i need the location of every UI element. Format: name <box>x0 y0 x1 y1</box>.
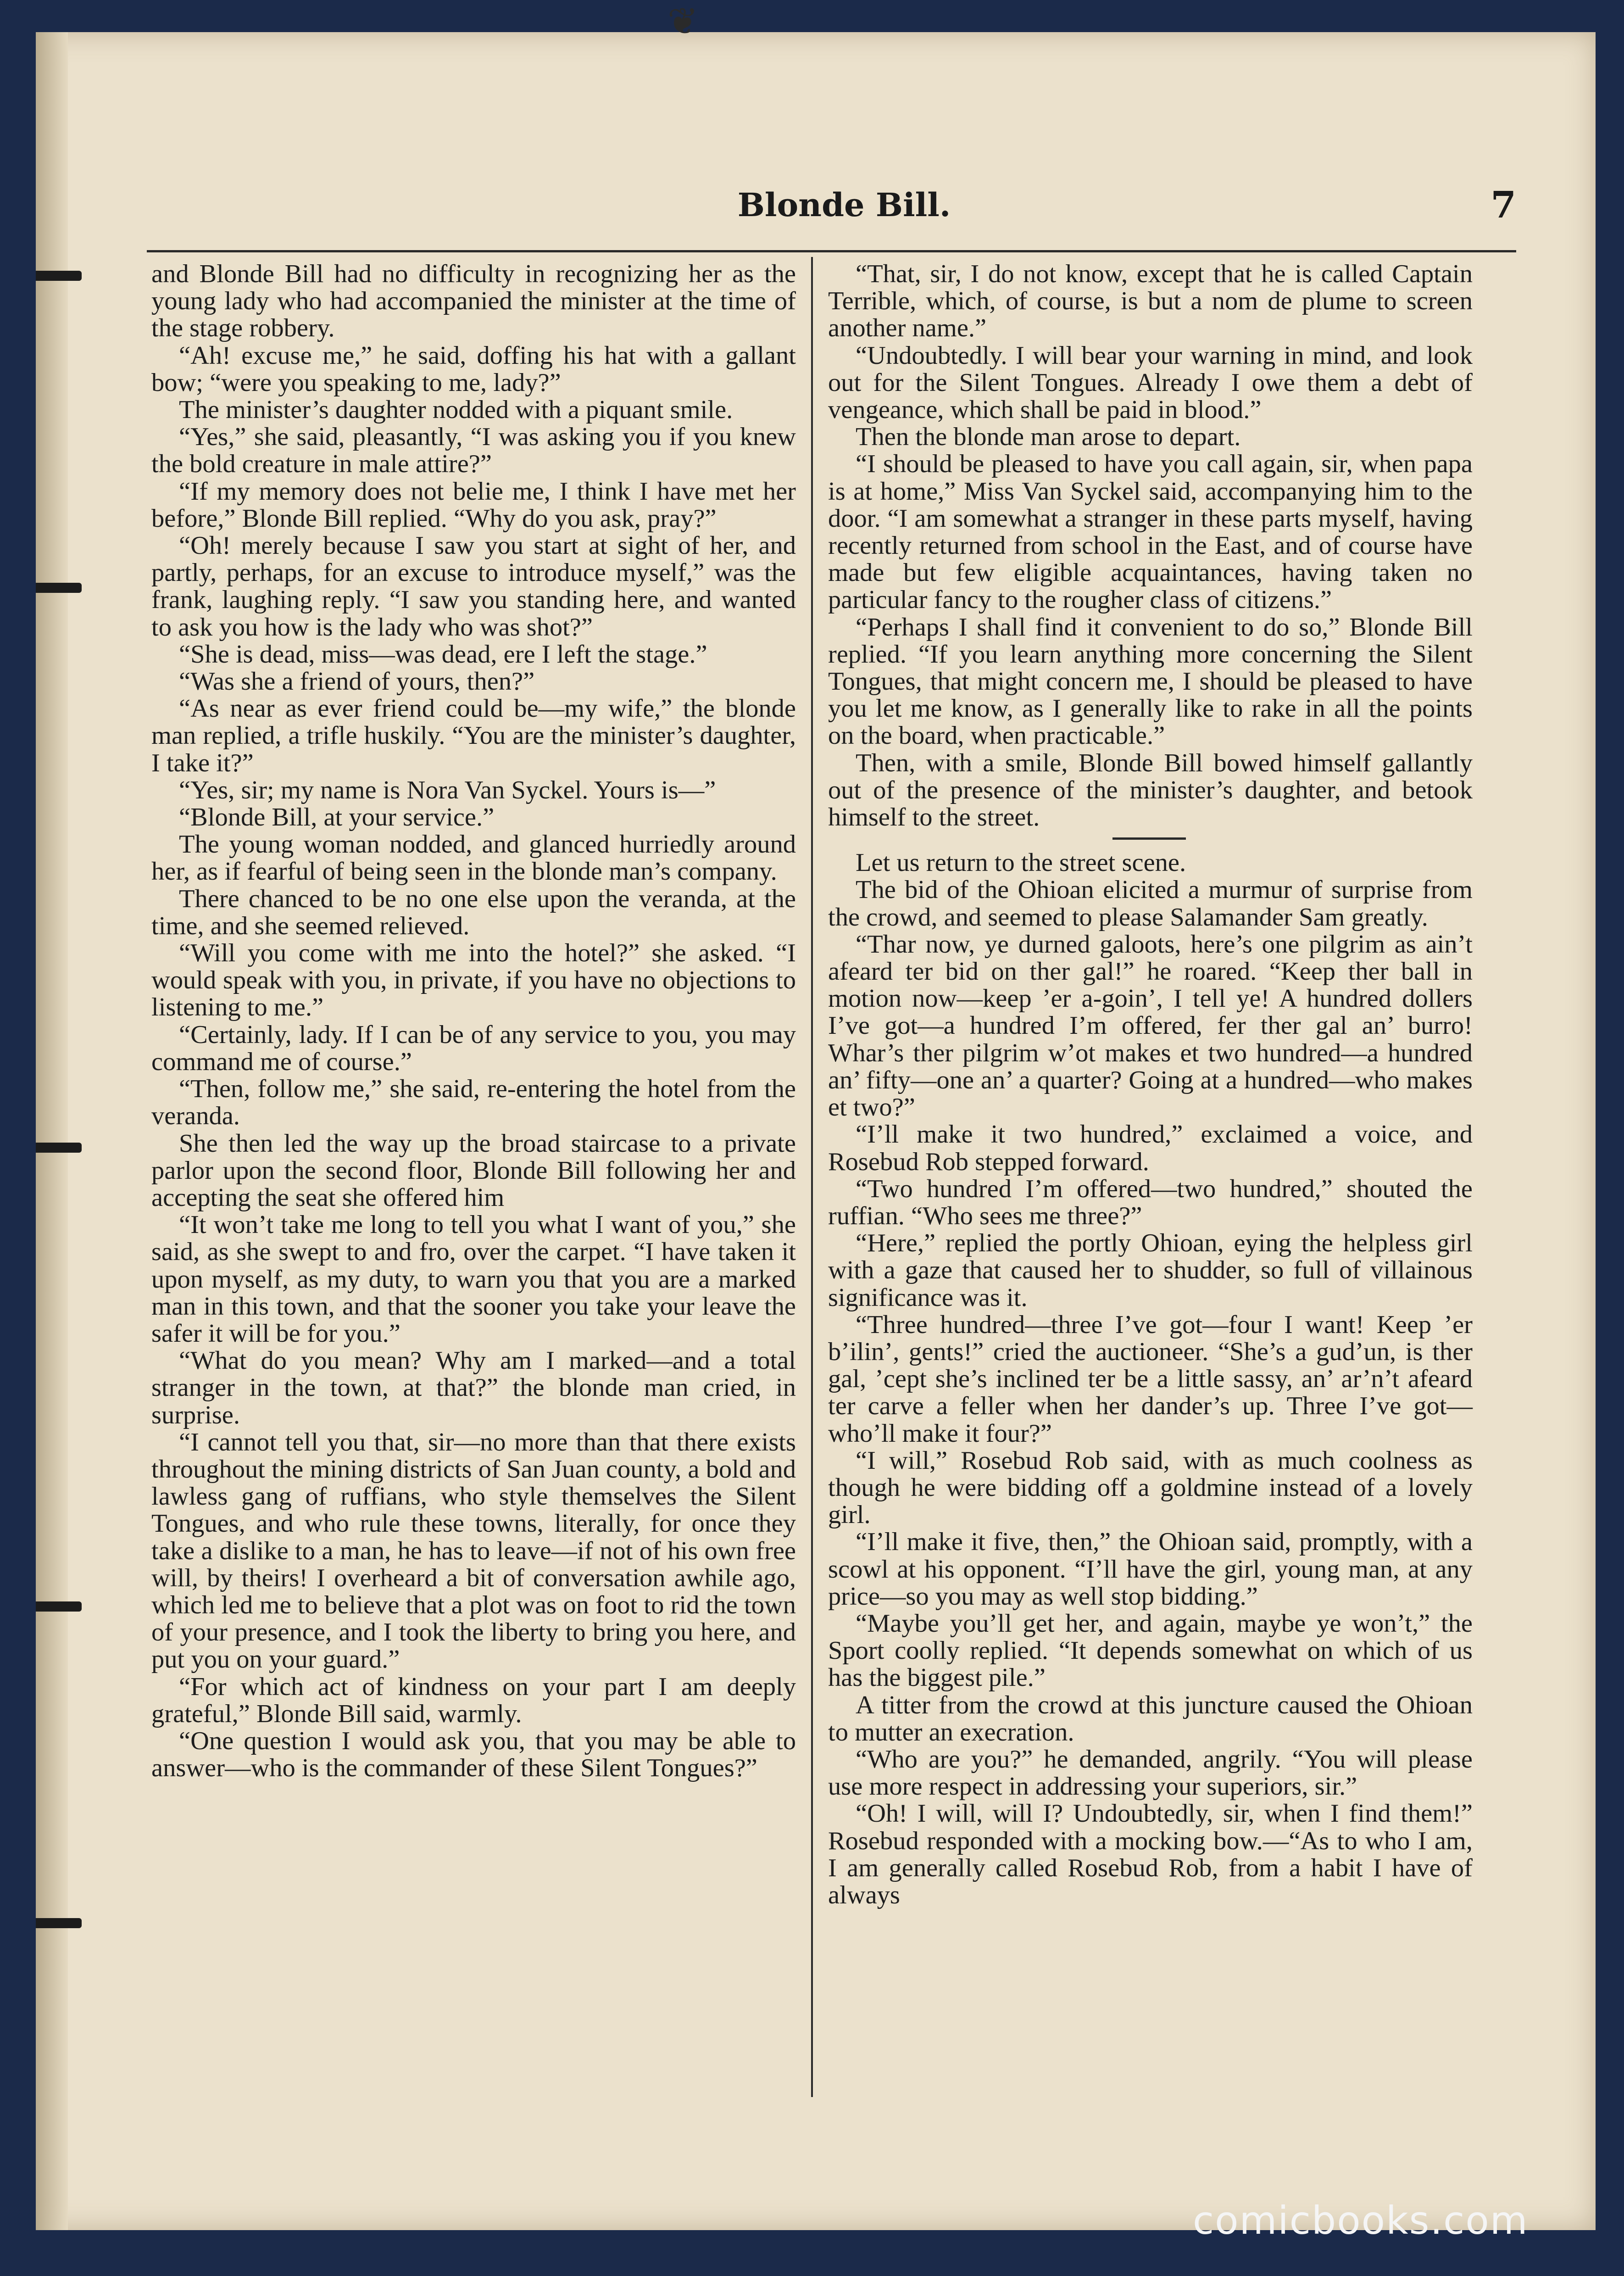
column-divider <box>811 257 813 2097</box>
paragraph: “Oh! merely because I saw you start at sight of her, and partly, perhaps, for an excuse to introduce myself,” was the frank, laughing reply. “I saw you standing here, and wanted to ask you how is the lady who was shot?” <box>151 531 796 642</box>
paragraph: “Who are you?” he demanded, angrily. “You will please use more respect in addressing your superiors, sir.” <box>828 1745 1473 1801</box>
binding-stitch <box>36 583 82 593</box>
header-rule <box>147 250 1516 252</box>
page-header <box>151 181 1521 236</box>
paragraph: The young woman nodded, and glanced hurriedly around her, as if fearful of being seen in the blonde man’s company. <box>151 830 796 886</box>
paragraph: “I cannot tell you that, sir—no more than that there exists throughout the mining districts of San Juan county, a bold and lawless gang of ruffians, who style themselves the Silent Tongues, and who rule these towns, literally, for once they take a dislike to a man, he has to leave—if not of his own free will, by theirs! I overheard a bit of conversation awhile ago, which led me to believe that a plot was on foot to rid the town of your presence, and I took the liberty to bring you here, and put you on your guard.” <box>151 1428 796 1674</box>
paragraph: “Here,” replied the portly Ohioan, eying the helpless girl with a gaze that caused her to shudder, so full of villainous significance was it. <box>828 1229 1473 1312</box>
paragraph: “Two hundred I’m offered—two hundred,” shouted the ruffian. “Who sees me three?” <box>828 1174 1473 1230</box>
paragraph: “Undoubtedly. I will bear your warning in mind, and look out for the Silent Tongues. Already I owe them a debt of vengeance, which shall be paid in blood.” <box>828 341 1473 424</box>
paragraph: and Blonde Bill had no difficulty in recognizing her as the young lady who had accompanied the minister at the time of the stage robbery. <box>151 260 796 343</box>
paragraph: “Perhaps I shall find it convenient to do so,” Blonde Bill replied. “If you learn anything more concerning the Silent Tongues, that might concern me, I should be pleased to have you let me know, as I generally like to rake in all the points on the board, when practicable.” <box>828 613 1473 750</box>
paragraph: Then the blonde man arose to depart. <box>856 423 1241 452</box>
paragraph: Then, with a smile, Blonde Bill bowed himself gallantly out of the presence of the minister’s daughter, and betook himself to the street. <box>828 748 1473 832</box>
left-column <box>151 261 796 1782</box>
paragraph: “What do you mean? Why am I marked—and a total stranger in the town, at that?” the blonde man cried, in surprise. <box>151 1346 796 1429</box>
paragraph: “As near as ever friend could be—my wife,” the blonde man replied, a trifle huskily. “You are the minister’s daughter, I take it?” <box>151 694 796 777</box>
paragraph: “Yes,” she said, pleasantly, “I was asking you if you knew the bold creature in male attire?” <box>151 423 796 479</box>
paragraph: “I should be pleased to have you call again, sir, when papa is at home,” Miss Van Syckel said, accompanying him to the door. “I am somewhat a stranger in these parts myself, having recently returned from school in the East, and of course have made but few eligible acquaintances, having taken no particular fancy to the rougher class of citizens.” <box>828 450 1473 614</box>
paragraph: “Was she a friend of yours, then?” <box>179 667 535 696</box>
paragraph: “One question I would ask you, that you may be able to answer—who is the commander of these Silent Tongues?” <box>151 1726 796 1783</box>
paragraph: “Ah! excuse me,” he said, doffing his hat with a gallant bow; “were you speaking to me, lady?” <box>151 341 796 397</box>
watermark: comicbooks.com <box>1193 2198 1529 2243</box>
ornament-icon: ❦ <box>667 0 699 43</box>
paragraph: The minister’s daughter nodded with a piquant smile. <box>179 396 733 424</box>
paragraph: “For which act of kindness on your part I am deeply grateful,” Blonde Bill said, warmly. <box>151 1672 796 1728</box>
binding-stitch <box>36 1601 82 1612</box>
binding-stitch <box>36 271 82 281</box>
paragraph: The bid of the Ohioan elicited a murmur of surprise from the crowd, and seemed to please Salamander Sam greatly. <box>828 876 1473 932</box>
paragraph: “I will,” Rosebud Rob said, with as much coolness as though he were bidding off a goldmine instead of a lovely girl. <box>828 1446 1473 1529</box>
paragraph: “Blonde Bill, at your service.” <box>179 803 495 832</box>
right-column <box>828 261 1473 1909</box>
paragraph: “Will you come with me into the hotel?” she asked. “I would speak with you, in private, if you have no objections to listening to me.” <box>151 939 796 1022</box>
paragraph: “I’ll make it two hundred,” exclaimed a voice, and Rosebud Rob stepped forward. <box>828 1120 1473 1176</box>
paragraph: “Thar now, ye durned galoots, here’s one pilgrim as ain’t afeard ter bid on ther gal!” he roared. “Keep ther ball in motion now—keep ’er a-goin’, I tell ye! A hundred dollers I’ve got—a hundred I’m offered, fer ther gal an’ burro! Whar’s ther pilgrim w’ot makes et two hundred—a hundred an’ fifty—one an’ a quarter? Going at a hundred—who makes et two?” <box>828 930 1473 1122</box>
paragraph: “I’ll make it five, then,” the Ohioan said, promptly, with a scowl at his opponent. “I’ll have the girl, young man, at any price—so you may as well stop bidding.” <box>828 1528 1473 1611</box>
section-break-rule <box>828 834 1473 842</box>
paragraph: Let us return to the street scene. <box>856 848 1186 877</box>
paragraph: “If my memory does not belie me, I think I have met her before,” Blonde Bill replied. “Why do you ask, pray?” <box>151 477 796 533</box>
paragraph: “Maybe you’ll get her, and again, maybe ye won’t,” the Sport coolly replied. “It depends somewhat on which of us has the biggest pile.” <box>828 1609 1473 1692</box>
paragraph: “That, sir, I do not know, except that he is called Captain Terrible, which, of course, is but a nom de plume to screen another name.” <box>828 260 1473 343</box>
paragraph: “She is dead, miss—was dead, ere I left the stage.” <box>179 640 707 669</box>
paragraph: “Yes, sir; my name is Nora Van Syckel. Yours is—” <box>179 775 716 804</box>
paragraph: “It won’t take me long to tell you what I want of you,” she said, as she swept to and fro, over the carpet. “I have taken it upon myself, as my duty, to warn you that you are a marked man in this town, and that the sooner you take your leave the safer it will be for you.” <box>151 1211 796 1348</box>
binding-stitch <box>36 1918 82 1928</box>
paragraph: “Oh! I will, will I? Undoubtedly, sir, when I find them!” Rosebud responded with a mocking bow.—“As to who I am, I am generally called Rosebud Rob, from a habit I have of always <box>828 1799 1473 1909</box>
paragraph: “Certainly, lady. If I can be of any service to you, you may command me of course.” <box>151 1020 796 1076</box>
paragraph: There chanced to be no one else upon the veranda, at the time, and she seemed relieved. <box>151 884 796 940</box>
page-number: 7 <box>1491 183 1516 226</box>
paragraph: She then led the way up the broad staircase to a private parlor upon the second floor, Blonde Bill following her and accepting the seat she offered him <box>151 1129 796 1212</box>
paragraph: A titter from the crowd at this juncture caused the Ohioan to mutter an execration. <box>828 1690 1473 1746</box>
binding-stitch <box>36 1143 82 1153</box>
paragraph: “Three hundred—three I’ve got—four I want! Keep ’er b’ilin’, gents!” cried the auctioneer. “She’s a gud’un, is ther gal, ’cept she’s inclined ter be a little sassy, an’ ar’n’t afeard ter carve a feller when her dander’s up. Three I’ve got—who’ll make it four?” <box>828 1310 1473 1448</box>
running-title: Blonde Bill. <box>737 186 951 224</box>
binding-gutter <box>36 32 68 2230</box>
paragraph: “Then, follow me,” she said, re-entering the hotel from the veranda. <box>151 1075 796 1131</box>
